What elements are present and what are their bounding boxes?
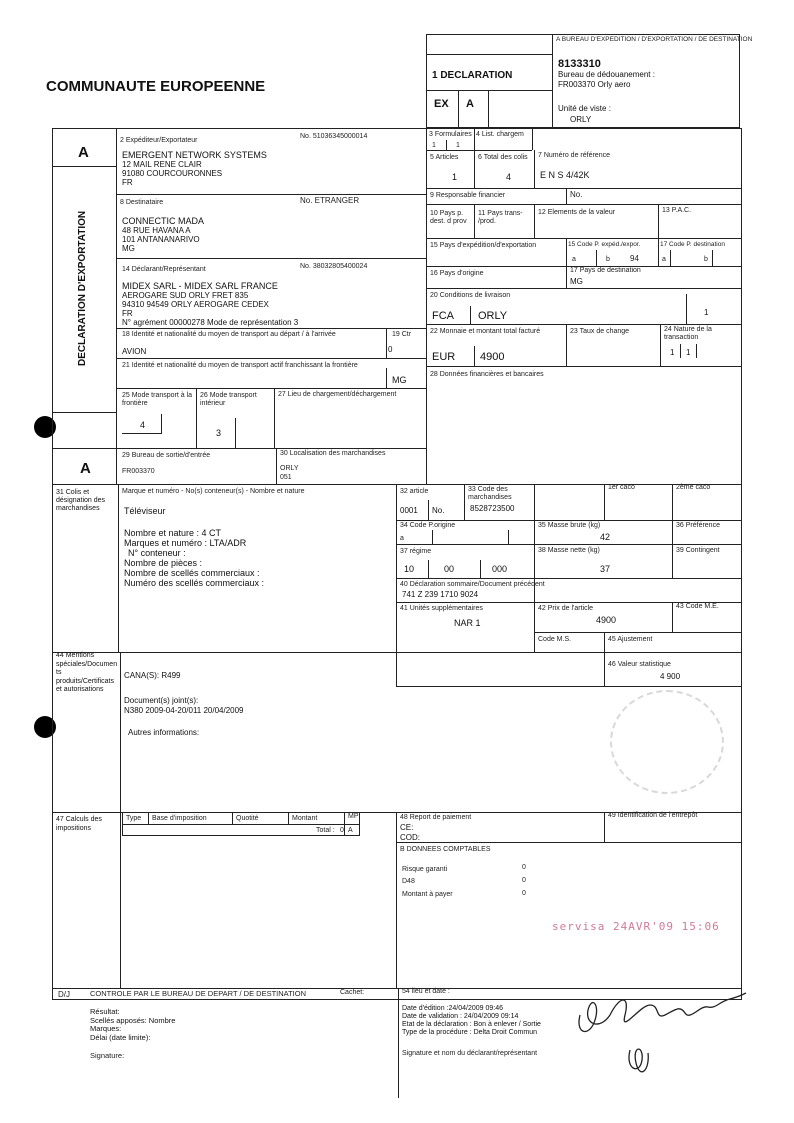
box2-address [122,150,267,187]
box18-label: 18 Identité et nationalité du moyen de transport au départ / à l'arrivée [122,331,336,338]
box38-value: 37 [600,564,611,574]
box16-label: 16 Pays d'origine [430,270,484,277]
box35-label: 35 Masse brute (kg) [538,522,601,529]
box54-line: Type de la procédure : Delta Droit Commun [402,1029,538,1036]
declaration-code-1: EX [434,98,449,110]
box21-value: MG [392,375,407,385]
box3-label: 3 Formulaires [429,131,472,138]
box36-label: 36 Préférence [676,522,720,529]
box34-a: a [400,535,404,542]
community-title: COMMUNAUTE EUROPEENNE [46,78,266,95]
box14-label: 14 Déclarant/Représentant [122,266,206,273]
control-line: Délai (date limite): [90,1032,151,1042]
box44-label-line: ts [56,669,62,676]
box34-label: 34 Code P.origine [400,522,456,529]
box31-detail: Nombre et nature : 4 CT [124,528,222,538]
box23-label: 23 Taux de change [570,328,630,335]
box44-other: Autres informations: [128,728,200,737]
declaration-code-2: A [466,98,474,110]
customs-stamp [610,690,724,794]
box31-label-line: désignation des [56,497,106,504]
box31-label [56,489,105,513]
box6-value: 4 [506,172,512,182]
box22-currency: EUR [432,351,456,363]
box15c-label: 15 Code P. expéd./expor. [568,241,641,248]
box37-label: 37 régime [400,548,432,555]
box47-col-mp: MP [348,813,359,820]
caco-2: 2ème caco [676,484,711,491]
control-cachet: Cachet: [340,989,365,996]
box54-label: 54 lieu et date : [402,988,450,995]
box12-label: 12 Elements de la valeur [538,209,616,216]
box9-label: 9 Responsable financier [430,192,506,199]
boxB-row-label: D48 [402,878,415,885]
box6-label: 6 Total des colis [478,154,528,161]
box47-total-value: 0 [340,827,344,834]
caco-1: 1er caco [608,484,635,491]
code-ms-label: Code M.S. [538,636,572,643]
box33-label: 33 Code des marchandises [468,486,512,501]
box39-label: 39 Contingent [676,547,720,554]
box54-sign-label: Signature et nom du déclarant/représentant [402,1050,538,1057]
box54-line: Etat de la déclaration : Bon à enlever / Sortie [402,1021,541,1028]
box8-line: MG [122,244,135,253]
box54-details [402,1005,541,1037]
box47-label-line: impositions [56,824,92,832]
office-line-1: Bureau de dédouanement : [558,70,655,79]
box8-line: 101 ANTANANARIVO [122,235,200,244]
control-fields [90,1008,175,1042]
box25-value: 4 [140,420,146,430]
boxB-row-value: 0 [522,890,526,897]
box32-value: 0001 [400,506,418,515]
box26-value: 3 [216,428,222,438]
boxB-row-label: Montant à payer [402,891,453,898]
box38-label: 38 Masse nette (kg) [538,547,600,554]
box2-label: 2 Expéditeur/Exportateur [120,137,198,144]
box44-docs-label: Document(s) joint(s): [124,696,199,705]
office-number: 8133310 [558,58,601,70]
box2-line: 91080 COURCOURONNES [122,169,223,178]
box8-line: 48 RUE HAVANA A [122,226,191,235]
box46-value: 4 900 [660,672,681,681]
control-signature: Signature: [90,1051,125,1060]
box10-label: 10 Pays p. dest. d prov [430,210,467,225]
box5-label: 5 Articles [430,154,459,161]
office-title: A BUREAU D'EXPEDITION / D'EXPORTATION / DE DESTINATION [556,36,753,43]
box2-line: FR [122,178,133,187]
box14-line: 94310 94549 ORLY AEROGARE CEDEX [122,300,269,309]
visit-label: Unité de viste : [558,104,611,113]
declaration-label: 1 DECLARATION [432,70,513,81]
box47-col-base: Base d'imposition [152,815,207,822]
box8-address [122,216,204,253]
box44-label [56,652,117,695]
box47-label [56,816,102,833]
box31-detail: Nombre de pièces : [124,558,203,568]
boxB-row-value: 0 [522,864,526,871]
box9-no: No. [570,190,583,199]
box42-value: 4900 [596,615,617,625]
box40-value: 741 Z 239 1710 9024 [402,590,479,599]
box24-label: 24 Nature de la transaction [664,326,712,341]
box47-label-line: 47 Calculs des [56,816,102,823]
box32-no: No. [432,506,445,515]
box40-label: 40 Déclaration sommaire/Document précédent [400,581,545,588]
box14-no: No. 38032805400024 [300,263,368,270]
box28-label: 28 Données financières et bancaires [430,371,544,378]
box17c-label: 17 Code P. destination [660,241,725,248]
box31-detail: Numéro des scellés commerciaux : [124,578,265,588]
box31-detail: Marques et numéro : LTA/ADR [124,538,247,548]
box31-label-line: marchandises [56,505,100,512]
box8-line: CONNECTIC MADA [122,216,205,226]
box24-value-2: 1 [686,348,691,357]
box15c-b-value: 94 [630,254,639,263]
box29-value: FR003370 [122,468,155,475]
box11-label: 11 Pays trans- /prod. [478,210,523,225]
boxB-label: B DONNEES COMPTABLES [400,846,491,853]
letter-a-top: A [78,144,89,161]
box44-cana: CANA(S): R499 [124,671,181,680]
box4-label: 4 List. chargem [476,131,524,138]
box44-label-line: spéciales/Documen [56,660,118,668]
box31-head: Marque et numéro - No(s) conteneur(s) - Nombre et nature [122,488,305,495]
box20-value-3: 1 [704,308,709,317]
box31-item: Téléviseur [124,506,166,516]
control-line: Résultat: [90,1007,120,1016]
box37-value-3: 000 [492,564,508,574]
box19-value: 0 [388,345,393,354]
box31-detail: Nombre de scellés commerciaux : [124,568,260,578]
side-title: DECLARATION D'EXPORTATION [77,210,88,366]
box17-label: 17 Pays de destination [570,267,641,274]
box46-label: 46 Valeur statistique [608,661,671,668]
box7-value: E N S 4/42K [540,170,590,180]
box13-label: 13 P.A.C. [662,207,692,214]
box44-docs-value: N380 2009-04-20/011 20/04/2009 [124,706,244,715]
box54-line: Date d'édition :24/04/2009 09:46 [402,1005,503,1012]
box14-line: N° agrément 00000278 Mode de représentation 3 [122,318,299,327]
box22-label: 22 Monnaie et montant total facturé [430,328,541,335]
box49-label: 49 Identification de l'entrepôt [608,812,698,819]
visit-value: ORLY [570,115,592,124]
box35-value: 42 [600,532,611,542]
box44-label-line: et autorisations [56,686,104,693]
box14-line: AEROGARE SUD ORLY FRET 835 [122,291,249,300]
box17-value: MG [570,277,583,286]
box15c-a: a [572,256,576,263]
box25-label: 25 Mode transport à la frontière [122,392,193,407]
box20-value-2: ORLY [478,310,508,322]
control-line: Marques: [90,1024,122,1033]
box8-no: No. ETRANGER [300,196,360,205]
box47-total-label: Total : [316,827,335,834]
box20-label: 20 Conditions de livraison [430,292,511,299]
box5-value: 1 [452,172,458,182]
handwritten-signature [570,975,750,1085]
box41-value: NAR 1 [454,618,481,628]
control-line: Scellés apposés: Nombre [90,1015,176,1025]
box47-total-mp: A [348,827,353,834]
box2-line: EMERGENT NETWORK SYSTEMS [122,150,267,160]
box44-label-line: 44 Mentions [56,652,95,659]
box3-value-2: 1 [456,142,460,149]
box2-line: 12 MAIL RENE CLAIR [122,160,202,169]
box14-line: MIDEX SARL - MIDEX SARL FRANCE [122,281,278,291]
box31-details [124,528,264,588]
boxB-row-label: Risque garanti [402,866,448,873]
box17c-b: b [704,256,708,263]
box14-line: FR [122,309,133,318]
box41-label: 41 Unités supplémentaires [400,605,483,612]
box37-value-1: 10 [404,564,415,574]
box43-label: 43 Code M.E. [676,603,719,610]
box2-no: No. 51036345000014 [300,133,368,140]
box37-value-2: 00 [444,564,455,574]
box48-ce: CE: [400,823,414,832]
box44-label-line: produits/Certificats [56,677,114,685]
box29-label: 29 Bureau de sortie/d'entrée [122,452,211,459]
box47-col-montant: Montant [292,815,318,822]
box24-value-1: 1 [670,348,675,357]
box30-label: 30 Localisation des marchandises [280,450,386,457]
box48-cod: COD: [400,833,420,842]
box48-label: 48 Report de paiement [400,814,472,821]
box30-value-2: 051 [280,474,292,481]
box32-label: 32 article [400,488,429,495]
control-title: CONTROLE PAR LE BUREAU DE DEPART / DE DESTINATION [90,989,307,998]
box3-value-1: 1 [432,142,436,149]
boxB-row-value: 0 [522,877,526,884]
box17c-a: a [662,256,666,263]
box47-col-quotite: Quotité [236,815,259,822]
box27-label: 27 Lieu de chargement/déchargement [278,391,397,398]
box14-address [122,281,298,327]
box20-value-1: FCA [432,310,454,322]
box19-label: 19 Ctr [392,331,412,338]
letter-a-bottom: A [80,460,91,477]
box15c-b: b [606,256,610,263]
box45-label: 45 Ajustement [608,636,653,643]
box7-label: 7 Numéro de référence [538,152,610,159]
printed-stamp: servisa 24AVR'09 15:06 [552,920,720,933]
box31-detail: N° conteneur : [128,548,186,558]
box26-label: 26 Mode transport intérieur [200,392,257,407]
box33-value: 8528723500 [470,504,515,513]
box18-value: AVION [122,347,147,356]
box31-label-line: 31 Colis et [56,489,90,496]
box47-col-type: Type [126,815,142,822]
box8-label: 8 Destinataire [120,199,164,206]
box30-value-1: ORLY [280,465,299,472]
control-dj: D/J [58,990,70,999]
box42-label: 42 Prix de l'article [538,605,594,612]
box21-label: 21 Identité et nationalité du moyen de transport actif franchissant la frontière [122,362,358,369]
office-line-2: FR003370 Orly aero [558,80,631,89]
box54-line: Date de validation : 24/04/2009 09:14 [402,1013,519,1020]
box15-label: 15 Pays d'expédition/d'exportation [430,242,537,249]
box22-amount: 4900 [480,351,505,363]
